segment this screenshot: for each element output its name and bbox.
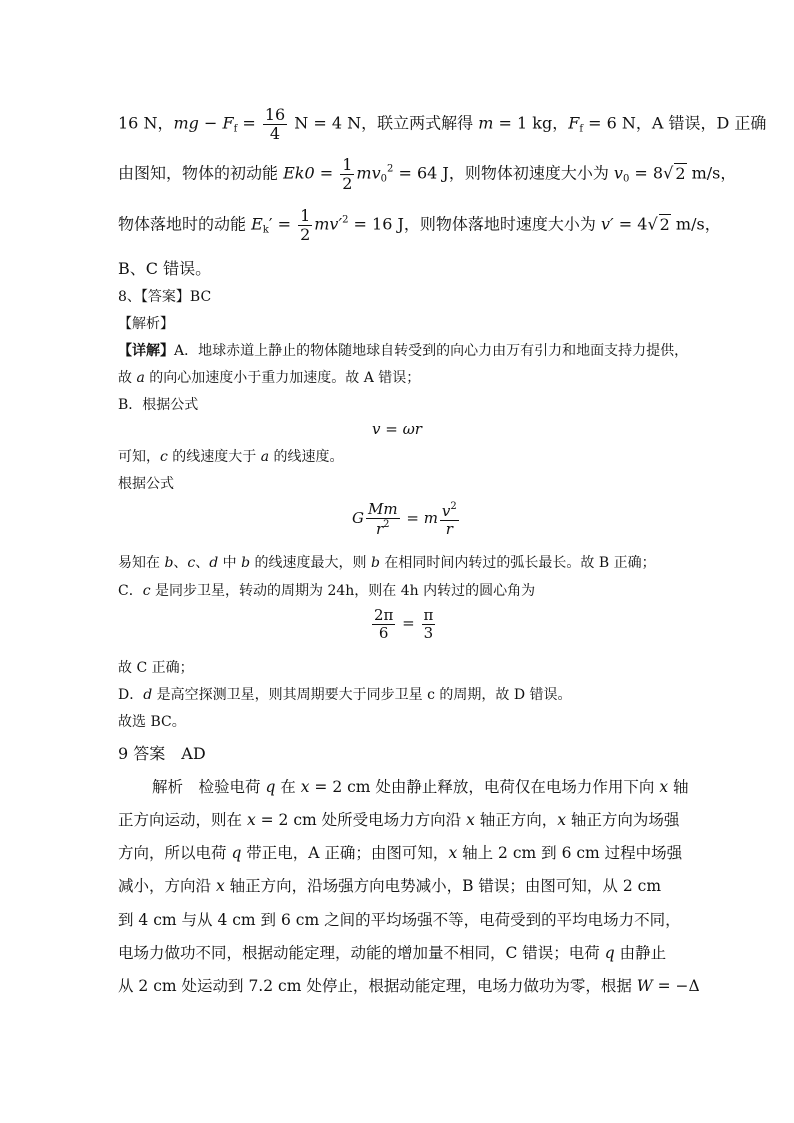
q8-line-6	[118, 552, 656, 572]
q8-line-7	[118, 580, 535, 600]
text-fragment: 解析 检验电荷	[152, 778, 266, 796]
q8-line-5: 根据公式	[118, 476, 174, 492]
q9-line-6	[118, 941, 666, 963]
q8-line-4	[118, 446, 344, 466]
math-var-c: c	[142, 583, 151, 599]
math-sub-k: k	[262, 224, 269, 236]
math-var-a: a	[136, 370, 145, 386]
fraction-denominator: 4	[269, 123, 281, 143]
q8-line-1	[118, 340, 688, 360]
math-var-mv: mv′	[314, 214, 343, 234]
math-op: =	[397, 614, 420, 632]
math-sub-0: 0	[380, 173, 388, 185]
math-var-x: x	[246, 811, 256, 829]
math-var-q: q	[231, 844, 242, 862]
math-var-x: x	[659, 778, 669, 796]
text-fragment: = 6 N，A 错误，D 正确	[583, 113, 767, 133]
q8-analysis-label: 【解析】	[118, 316, 174, 332]
math-var-v: v	[613, 163, 623, 183]
text-line-2: 由图知，物体的初动能 Ek0 = $\frac{1}{2}$ $mv_0^2 = 64$ J，则物体初速度大小为 $v_0 = 8√$ 2 m/s，	[118, 155, 737, 193]
q9-line-5: 到 4 cm 与从 4 cm 到 6 cm 之间的平均场强不等，电荷受到的平均电场力不同，	[118, 911, 681, 929]
math-var-b: b	[164, 555, 174, 571]
text-fragment: = 1 kg，	[493, 113, 569, 133]
q9-line-7	[118, 974, 700, 996]
math-var-b: b	[241, 555, 251, 571]
math-sub-f: f	[579, 123, 584, 135]
fraction-denominator: 2	[342, 173, 353, 193]
math-sub-0: 0	[622, 173, 630, 185]
fraction-v2-r	[440, 501, 459, 537]
math-op: =	[237, 113, 261, 133]
math-prime: ′	[268, 214, 273, 234]
fraction-1-2	[298, 207, 312, 243]
fraction-numerator: 16	[264, 105, 286, 124]
math-var-x: x	[557, 811, 566, 829]
text-fragment: 物体落地时的动能	[118, 214, 252, 234]
math-var-d: d	[209, 555, 219, 571]
text-fragment: m/s，	[670, 214, 721, 234]
sqrt-radicand: 2	[675, 163, 686, 183]
math-op: =	[272, 214, 297, 234]
fraction-denominator: r	[376, 519, 384, 538]
fraction-numerator: 1	[342, 155, 353, 174]
text-fragment: = 4	[613, 214, 648, 234]
fraction-16-4	[263, 106, 287, 142]
text-fragment: 正方向运动，则在	[118, 811, 247, 829]
q9-answer: 9 答案 AD	[118, 744, 206, 763]
text-fragment: 中	[218, 555, 242, 571]
text-fragment: 可知，	[118, 449, 160, 465]
math-var-m: m	[478, 113, 494, 133]
text-fragment: 轴正方向，沿场强方向电势减小，B 错误；由图可知，从 2 cm	[224, 877, 662, 895]
math-var-F: F	[568, 113, 580, 133]
text-fragment: 的线速度最大，则	[250, 555, 372, 571]
math-var-q: q	[265, 778, 276, 796]
math-op: =	[401, 509, 424, 527]
text-fragment: 的线速度大于	[167, 449, 261, 465]
text-fragment: A．地球赤道上静止的物体随地球自转受到的向心力由万有引力和地面支持力提供，	[174, 343, 689, 359]
formula-gravitation	[352, 501, 461, 537]
formula-angle	[370, 607, 437, 641]
text-fragment: D．	[118, 687, 144, 703]
q9-line-2	[118, 808, 679, 830]
q8-line-9	[118, 684, 572, 704]
math-op: =	[314, 163, 339, 183]
text-fragment: 轴	[668, 778, 689, 796]
text-fragment: 由静止	[614, 944, 667, 962]
text-fragment: = 8	[629, 163, 664, 183]
math-sub-f: f	[233, 123, 238, 135]
text-fragment: 从 2 cm 处运动到 7.2 cm 处停止，根据动能定理，电场力做功为零，根据	[118, 977, 637, 995]
q8-answer: 8、【答案】BC	[118, 289, 212, 305]
text-fragment: 、	[173, 555, 188, 571]
math-var-Ek0: Ek0	[283, 163, 315, 183]
math-var-G: G	[352, 509, 364, 527]
text-fragment: 16 N，	[118, 113, 174, 133]
math-var-b: b	[371, 555, 380, 571]
math-var-W: W	[636, 977, 653, 995]
q8-line-10: 故选 BC。	[118, 714, 186, 730]
text-fragment: 电场力做功不同，根据动能定理，动能的增加量不相同，C 错误；电荷	[118, 944, 605, 962]
text-fragment: 在相同时间内转过的弧长最长。故 B 正确；	[379, 555, 656, 571]
math-var-mg: mg	[173, 113, 199, 133]
text-fragment: = 16 J，则物体落地时速度大小为	[348, 214, 601, 234]
text-fragment: = 2 cm 处由静止释放，电荷仅在电场力作用下向	[309, 778, 660, 796]
fraction-numerator: v	[441, 502, 451, 520]
math-sup-2: 2	[450, 501, 457, 512]
math-sup-2: 2	[342, 214, 349, 226]
math-var-E: E	[251, 214, 263, 234]
math-var-x: x	[300, 778, 310, 796]
math-var-F: F	[222, 113, 234, 133]
text-fragment: m/s，	[686, 163, 737, 183]
text-fragment: = 2 cm 处所受电场力方向沿	[255, 811, 467, 829]
text-fragment: 、	[195, 555, 210, 571]
text-line-3: 物体落地时的动能 $E_k'$ = $\frac{1}{2}$ $mv'^2 = 16$ J，则物体落地时速度大小为 v′ = 4√ 2 m/s，	[118, 206, 721, 244]
math-var-a: a	[260, 449, 270, 465]
text-fragment: 轴正方向为场强	[566, 811, 680, 829]
text-fragment: 由图知，物体的初动能	[118, 163, 284, 183]
text-fragment: 减小，方向沿	[118, 877, 216, 895]
text-fragment: = 64 J，则物体初速度大小为	[393, 163, 614, 183]
math-sup-2: 2	[387, 163, 394, 175]
math-sup-2: 2	[383, 518, 390, 530]
text-fragment: 故	[118, 370, 137, 386]
text-fragment: 的线速度。	[269, 449, 344, 465]
fraction-1-2	[340, 156, 354, 192]
math-var-q: q	[604, 944, 615, 962]
fraction-numerator: Mm	[367, 500, 398, 518]
text-line-4: B、C 错误。	[118, 259, 212, 278]
math-var-c: c	[160, 449, 168, 465]
math-var-x: x	[466, 811, 475, 829]
text-line-1	[118, 106, 766, 142]
fraction-pi-3	[422, 607, 436, 641]
text-fragment: N = 4 N，联立两式解得	[289, 113, 479, 133]
text-fragment: 是高空探测卫星，则其周期要大于同步卫星 c 的周期，故 D 错误。	[152, 687, 572, 703]
fraction-2pi-6	[372, 607, 395, 641]
math-var-x: x	[448, 844, 458, 862]
text-fragment: = −Δ	[652, 977, 700, 995]
fraction-denominator: r	[445, 519, 453, 538]
q8-line-8: 故 C 正确；	[118, 660, 194, 676]
text-fragment: 的向心加速度小于重力加速度。故 A 错误；	[144, 370, 421, 386]
formula-v-omega-r: v = ωr	[372, 420, 422, 438]
fraction-denominator: 3	[423, 623, 434, 642]
text-fragment: C．	[118, 583, 143, 599]
fraction-Mm-r2	[366, 501, 400, 537]
math-var-d: d	[143, 687, 153, 703]
q8-line-2	[118, 367, 420, 387]
text-fragment: 方向，所以电荷	[118, 844, 232, 862]
q9-line-1	[152, 775, 689, 797]
math-var-v-prime: v′	[601, 214, 614, 234]
fraction-numerator: π	[423, 606, 434, 624]
math-var-x: x	[215, 877, 225, 895]
text-fragment: 轴正方向，	[474, 811, 558, 829]
math-op: −	[198, 113, 223, 133]
math-var-mv: mv	[356, 163, 381, 183]
math-var-c: c	[187, 555, 196, 571]
detail-label: 【详解】	[118, 343, 174, 359]
sqrt-radicand: 2	[659, 214, 670, 234]
fraction-denominator: 6	[378, 623, 389, 642]
text-fragment: 轴上 2 cm 到 6 cm 过程中场强	[457, 844, 683, 862]
q8-line-3: B．根据公式	[118, 397, 199, 413]
math-var-m: m	[423, 509, 438, 527]
text-fragment: 是同步卫星，转动的周期为 24h，则在 4h 内转过的圆心角为	[150, 583, 536, 599]
fraction-numerator: 2π	[374, 606, 394, 624]
text-fragment: 在	[275, 778, 301, 796]
text-fragment: 易知在	[118, 555, 165, 571]
fraction-numerator: 1	[300, 206, 311, 225]
fraction-denominator: 2	[300, 224, 311, 244]
text-fragment: 带正电，A 正确；由图可知，	[241, 844, 449, 862]
q9-line-4	[118, 874, 661, 896]
q9-line-3	[118, 841, 682, 863]
